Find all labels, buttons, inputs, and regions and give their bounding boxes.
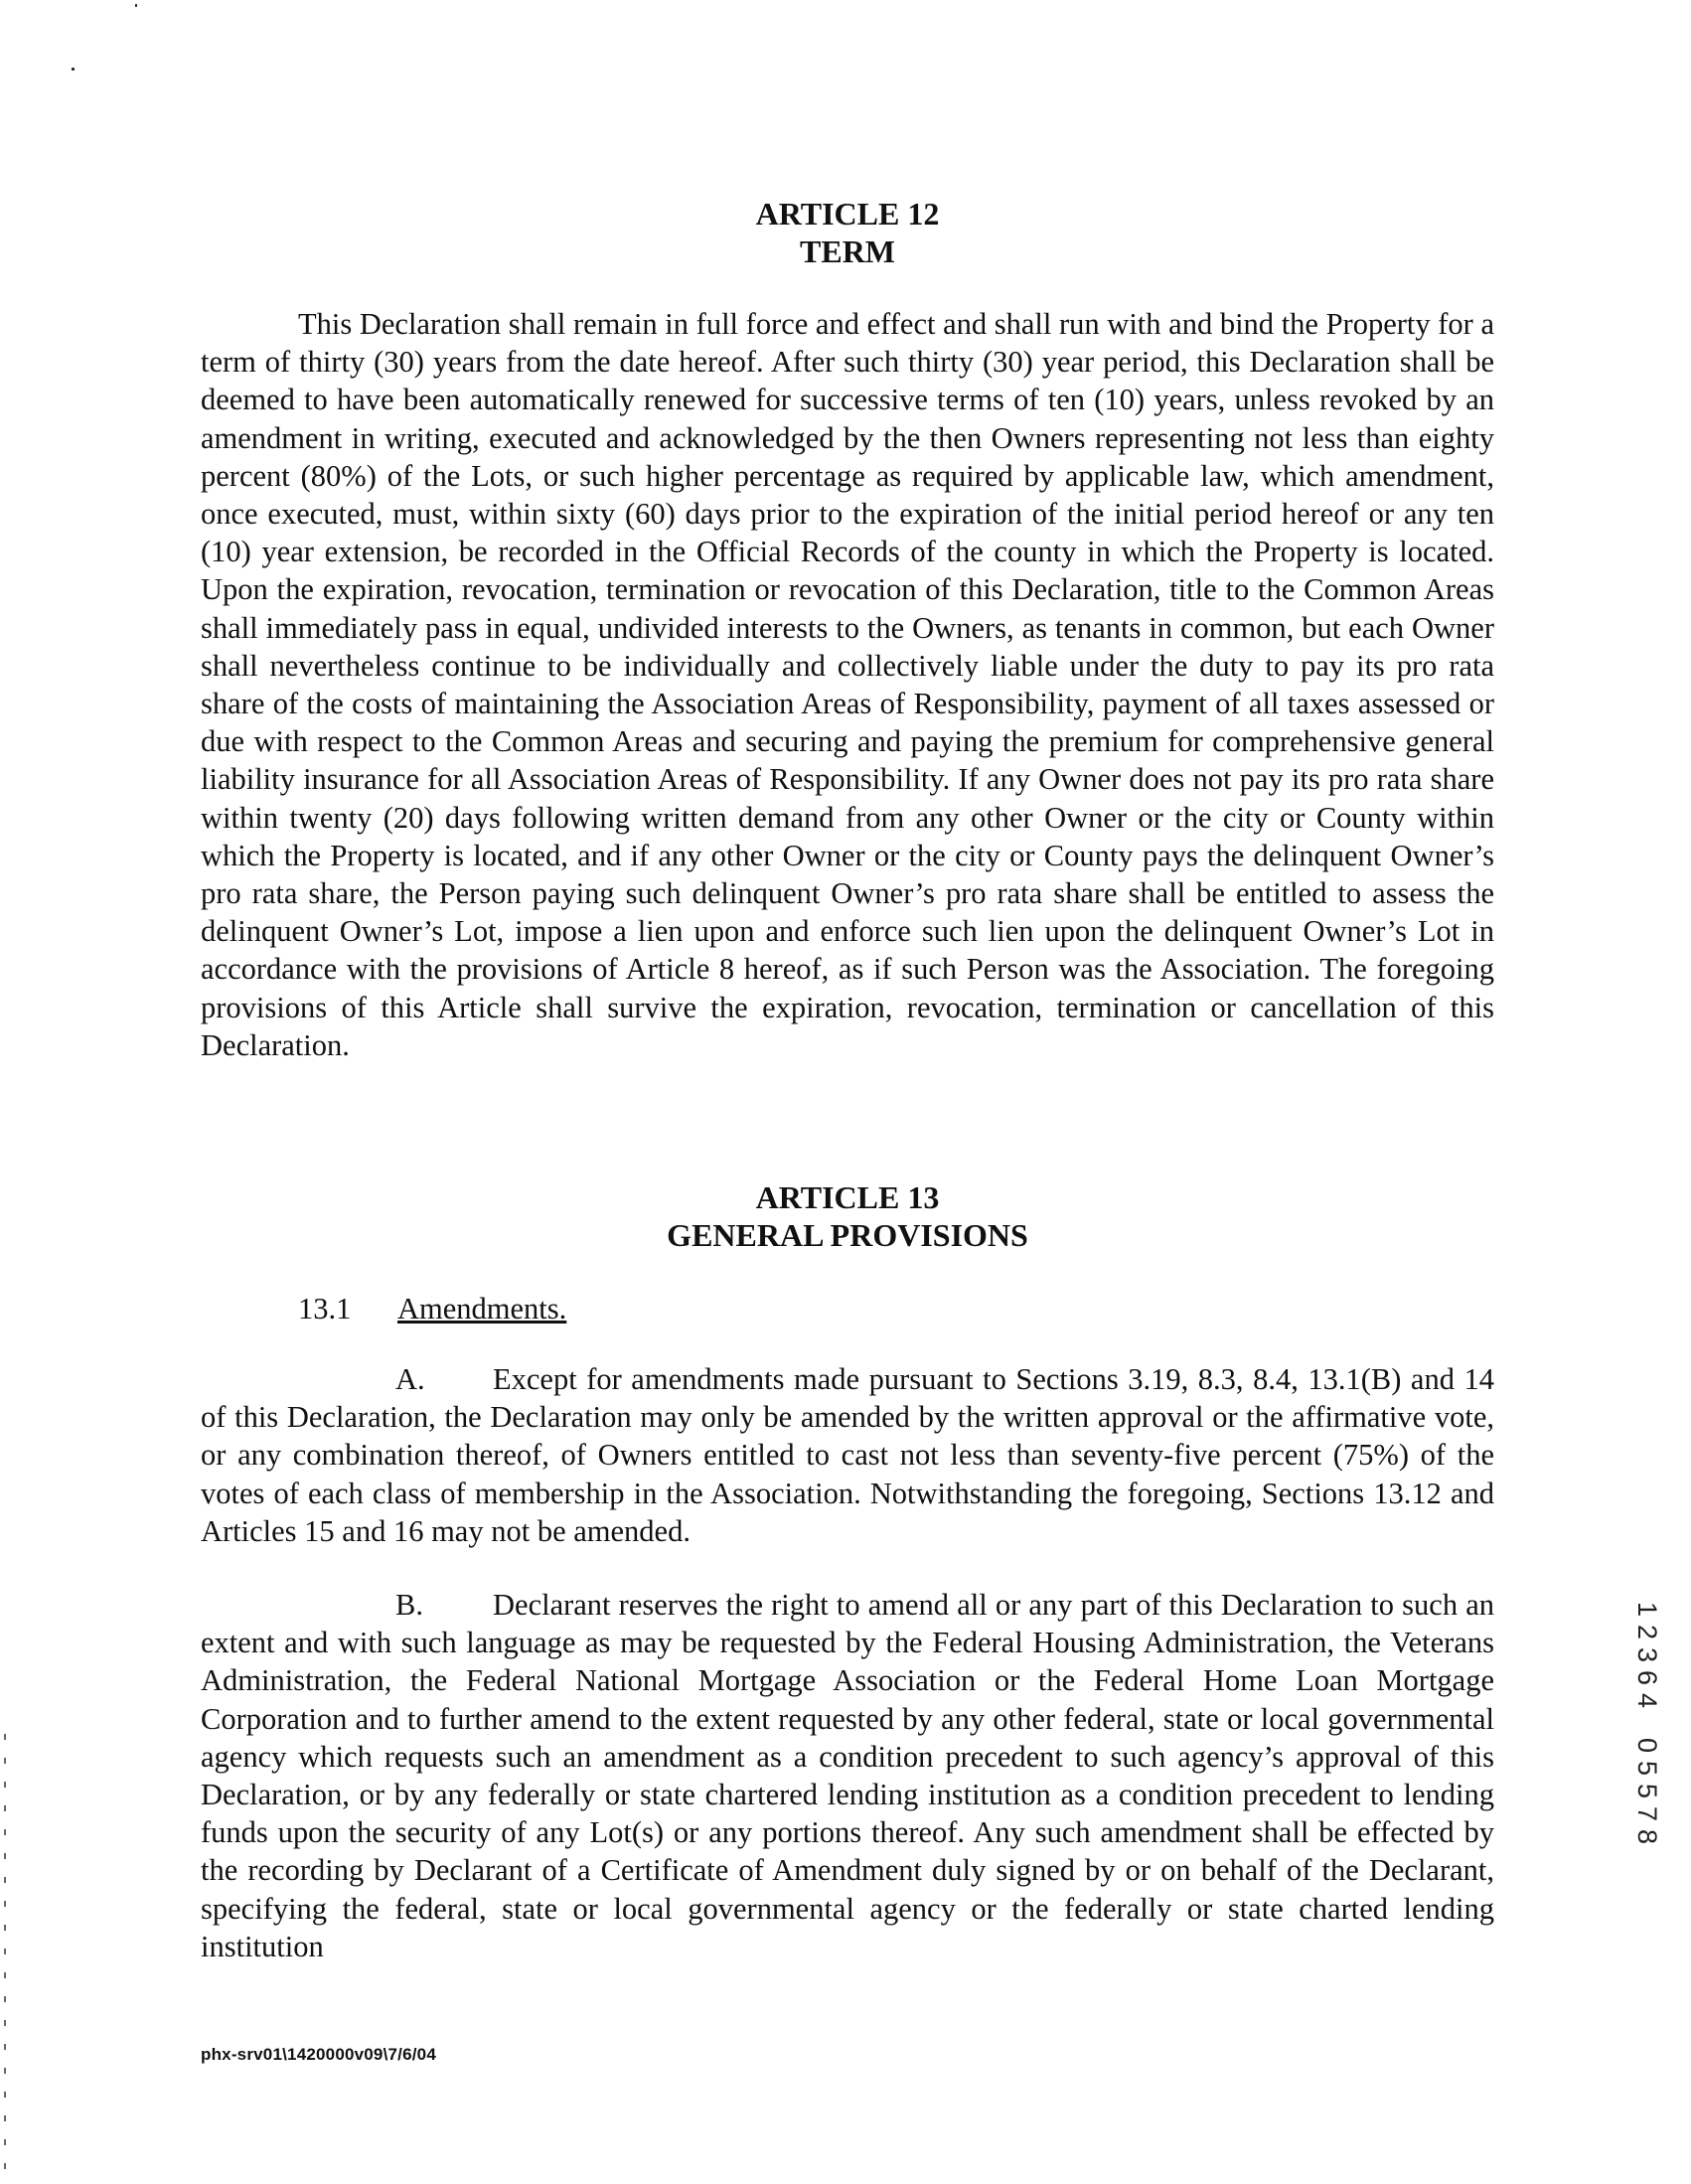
stamp-digit: 2: [1632, 1624, 1663, 1640]
scan-speck: [72, 68, 75, 71]
recording-number-stamp: [1632, 1598, 1662, 1886]
scan-speck: [135, 4, 137, 7]
paragraph-a: [201, 1360, 1494, 1550]
stamp-digit: 6: [1632, 1669, 1663, 1686]
section-13-1-heading: [201, 1290, 1494, 1327]
stamp-digit: 7: [1632, 1805, 1663, 1822]
paragraph-a-label: A.: [395, 1362, 425, 1396]
paragraph-a-text: Except for amendments made pursuant to Sections 3.19, 8.3, 8.4, 13.1(B) and 14 of this Declaration, the Declaration may only be amended by the written approval or the affirmative vote, or any combination thereof, of Owners entitled to cast not less than seventy-five percent (75%) of the votes of each class of membership in the Association. Notwithstanding the foregoing, Sections 13.12 and Articles 15 and 16 may not be amended.: [201, 1362, 1494, 1548]
section-number: 13.1: [298, 1292, 352, 1326]
article-13-title: GENERAL PROVISIONS: [667, 1217, 1028, 1253]
paragraph-b-label: B.: [395, 1588, 423, 1622]
article-12-paragraph: This Declaration shall remain in full force and effect and shall run with and bind the Property for a term of thirty (30) years from the date hereof. After such thirty (30) year period, this Declaration shall be deemed to have been automatically renewed for successive terms of ten (10) years, unless revoked by an amendment in writing, executed and acknowledged by the then Owners representing not less than eighty percent (80%) of the Lots, or such higher percentage as required by applicable law, which amendment, once executed, must, within sixty (60) days prior to the expiration of the initial period hereof or any ten (10) year extension, be recorded in the Official Records of the county in which the Property is located. Upon the expiration, revocation, termination or revocation of this Declaration, title to the Common Areas shall immediately pass in equal, undivided interests to the Owners, as tenants in common, but each Owner shall nevertheless continue to be individually and collectively liable under the duty to pay its pro rata share of the costs of maintaining the Association Areas of Responsibility, payment of all taxes assessed or due with respect to the Common Areas and securing and paying the premium for comprehensive general liability insurance for all Association Areas of Responsibility. If any Owner does not pay its pro rata share within twenty (20) days following written demand from any other Owner or the city or County within which the Property is located, and if any other Owner or the city or County pays the delinquent Owner’s pro rata share, the Person paying such delinquent Owner’s pro rata share shall be entitled to assess the delinquent Owner’s Lot, impose a lien upon and enforce such lien upon the delinquent Owner’s Lot in accordance with the provisions of Article 8 hereof, as if such Person was the Association. The foregoing provisions of this Article shall survive the expiration, revocation, termination or cancellation of this Declaration.: [201, 307, 1494, 1062]
paragraph-b: [201, 1586, 1494, 1965]
stamp-digit: 3: [1632, 1646, 1663, 1663]
article-12-number: ARTICLE 12: [755, 196, 940, 232]
paragraph-b-text: Declarant reserves the right to amend all or any part of this Declaration to such an extent and with such language as may be requested by the Federal Housing Administration, the Veterans Administration, the Federal National Mortgage Association or the Federal Home Loan Mortgage Corporation and to further amend to the extent requested by any other federal, state or local governmental agency which requests such an amendment as a condition precedent to such agency’s approval of this Declaration, or by any federally or state chartered lending institution as a condition precedent to lending funds upon the security of any Lot(s) or any portions thereof. Any such amendment shall be effected by the recording by Declarant of a Certificate of Amendment duly signed by or on behalf of the Declarant, specifying the federal, state or local governmental agency or the federally or state charted lending institution: [201, 1588, 1494, 1963]
stamp-digit: 5: [1632, 1783, 1663, 1799]
stamp-digit: 8: [1632, 1828, 1663, 1845]
footer-document-id: phx-srv01\1420000v09\7/6/04: [201, 2045, 436, 2064]
article-13-number: ARTICLE 13: [755, 1179, 940, 1215]
article-12-body: [201, 305, 1494, 1064]
scan-edge-marks: [4, 1734, 6, 2171]
section-title: Amendments.: [397, 1292, 567, 1326]
article-13-heading: [201, 1178, 1494, 1254]
stamp-digit: 4: [1632, 1692, 1663, 1709]
article-12-heading: [201, 195, 1494, 270]
stamp-digit: 0: [1632, 1737, 1663, 1754]
stamp-digit: 1: [1632, 1601, 1663, 1618]
article-12-title: TERM: [800, 234, 895, 269]
stamp-digit: 5: [1632, 1760, 1663, 1777]
